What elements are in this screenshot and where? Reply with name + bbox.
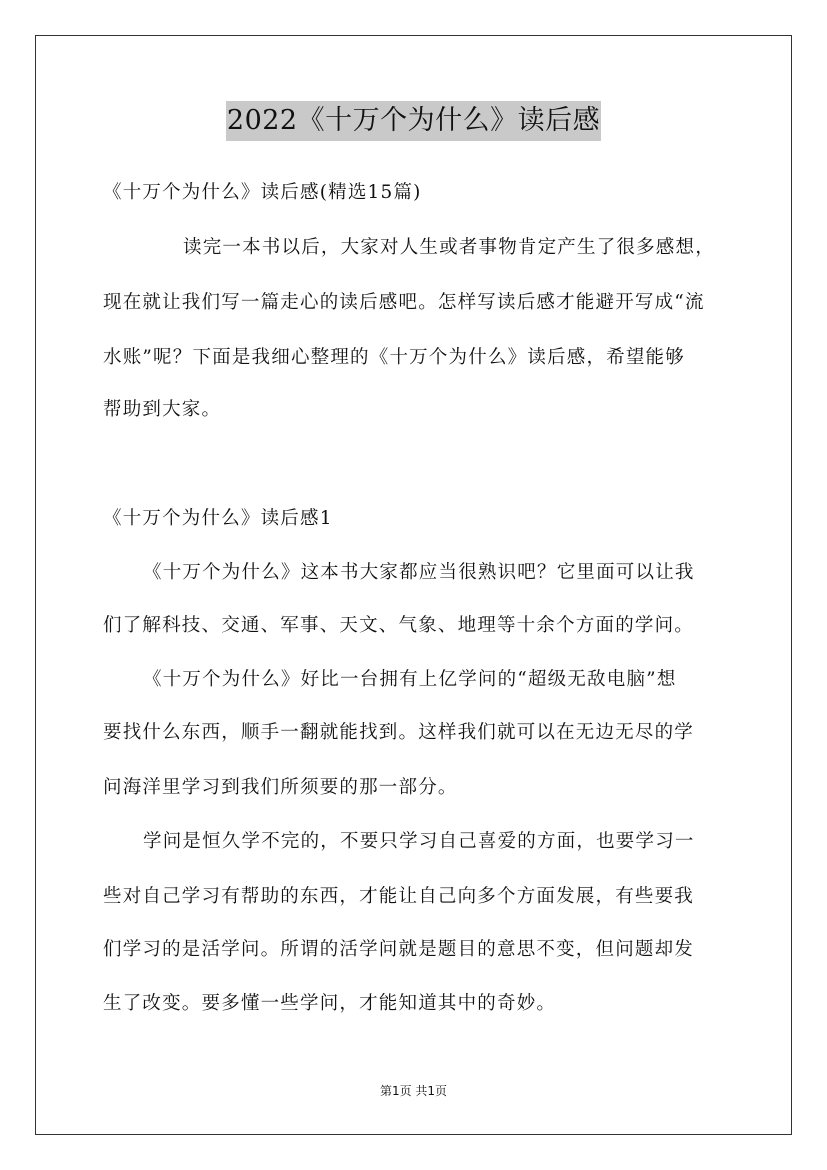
intro-line: 帮助到大家。 <box>103 399 222 420</box>
section-heading: 《十万个为什么》读后感1 <box>103 508 333 529</box>
body-line: 要找什么东西，顺手一翻就能找到。这样我们就可以在无边无尽的学 <box>103 722 695 743</box>
title-container <box>0 101 827 141</box>
body-line: 些对自己学习有帮助的东西，才能让自己向多个方面发展，有些要我 <box>103 886 695 907</box>
body-line: 生了改变。要多懂一些学问，才能知道其中的奇妙。 <box>103 993 557 1014</box>
body-line: 《十万个为什么》这本书大家都应当很熟识吧？它里面可以让我 <box>143 562 695 583</box>
body-line: 学问是恒久学不完的，不要只学习自己喜爱的方面，也要学习一 <box>143 831 695 852</box>
body-line: 们了解科技、交通、军事、天文、气象、地理等十余个方面的学问。 <box>103 615 695 636</box>
body-line: 《十万个为什么》好比一台拥有上亿学问的“超级无敌电脑”想 <box>143 669 677 690</box>
intro-line: 现在就让我们写一篇走心的读后感吧。怎样写读后感才能避开写成“流 <box>103 292 705 313</box>
body-line: 问海洋里学习到我们所须要的那一部分。 <box>103 777 458 798</box>
intro-line: 水账”呢？下面是我细心整理的《十万个为什么》读后感，希望能够 <box>103 347 685 368</box>
intro-line: 读完一本书以后，大家对人生或者事物肯定产生了很多感想， <box>183 237 715 258</box>
page-footer: 第1页 共1页 <box>379 1084 448 1098</box>
document-subtitle: 《十万个为什么》读后感(精选15篇) <box>103 182 422 203</box>
document-title: 2022《十万个为什么》读后感 <box>226 101 601 141</box>
body-line: 们学习的是活学问。所谓的活学问就是题目的意思不变，但问题却发 <box>103 939 695 960</box>
